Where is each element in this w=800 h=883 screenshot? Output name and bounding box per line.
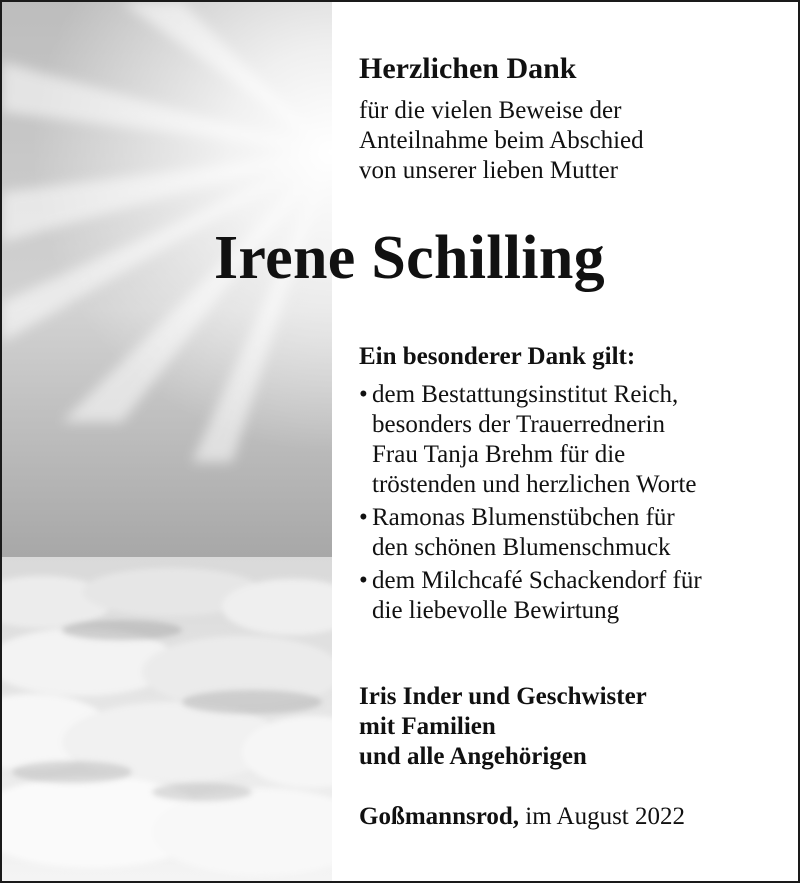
bullet-icon: •: [359, 504, 368, 531]
place-date-line: [359, 802, 685, 832]
thanks-item: [359, 566, 789, 626]
bullet-icon: •: [359, 381, 368, 408]
sun-rays-clouds-image: [2, 2, 332, 881]
thanks-item-line: Frau Tanja Brehm für die: [372, 441, 626, 468]
signer-line: und alle Angehörigen: [359, 743, 587, 770]
thanks-heading: Herzlichen Dank: [359, 52, 577, 85]
thanks-item: [359, 380, 789, 500]
intro-text: [359, 96, 644, 186]
thanks-item-line: dem Milchcafé Schackendorf für: [372, 567, 702, 594]
date-text: im August 2022: [525, 803, 686, 830]
thanks-item-line: tröstenden und herzlichen Worte: [372, 471, 697, 498]
thanks-item-line: den schönen Blumenschmuck: [372, 534, 671, 561]
place-name: Goßmannsrod,: [359, 803, 520, 830]
signers-block: [359, 682, 647, 772]
intro-line: von unserer lieben Mutter: [359, 157, 618, 184]
sky-clouds-photo: [2, 2, 332, 881]
deceased-name: Irene Schilling: [214, 224, 605, 292]
thanks-item-line: Ramonas Blumenstübchen für: [372, 504, 675, 531]
bullet-icon: •: [359, 567, 368, 594]
thanks-item-line: die liebevolle Bewirtung: [372, 597, 620, 624]
thanks-item-line: dem Bestattungsinstitut Reich,: [372, 381, 679, 408]
intro-line: Anteilnahme beim Abschied: [359, 127, 644, 154]
thanks-list: [359, 380, 789, 629]
intro-line: für die vielen Beweise der: [359, 97, 622, 124]
special-thanks-heading: Ein besonderer Dank gilt:: [359, 343, 636, 370]
thanks-item: [359, 503, 789, 563]
signer-line: Iris Inder und Geschwister: [359, 683, 647, 710]
thanks-item-line: besonders der Trauerrednerin: [372, 411, 665, 438]
signer-line: mit Familien: [359, 713, 496, 740]
